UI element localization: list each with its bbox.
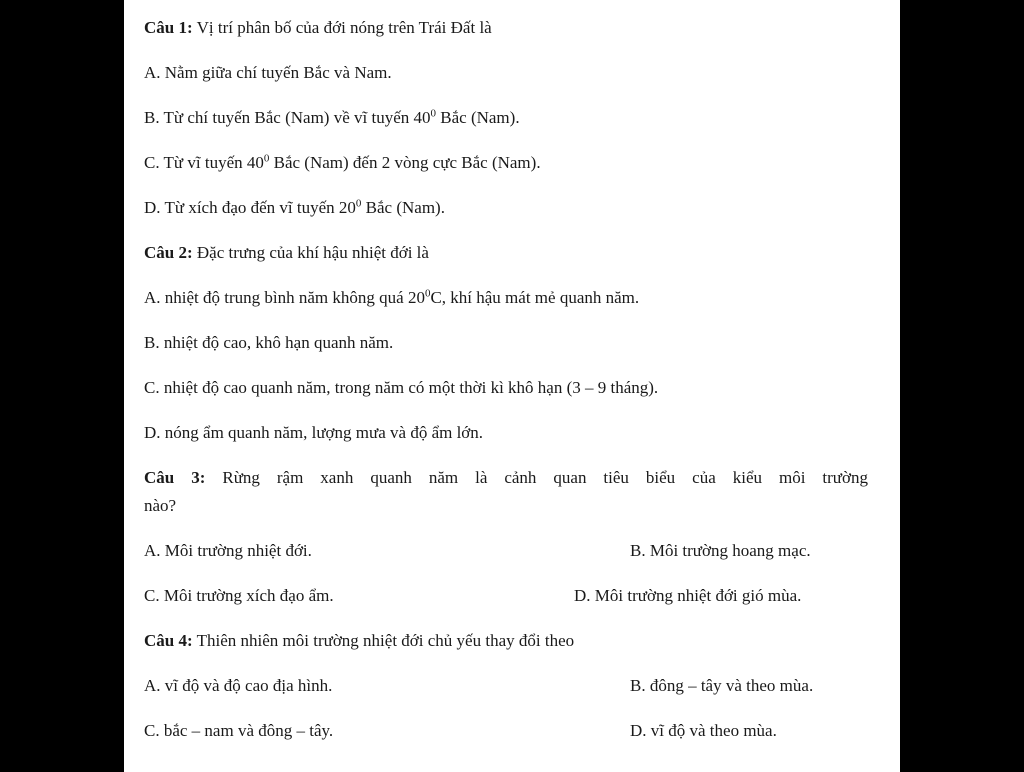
degree-superscript: 0	[424, 287, 431, 300]
question-4	[144, 627, 868, 762]
quiz-content	[144, 14, 868, 762]
question-3-option-a: A. Môi trường nhiệt đới.	[144, 541, 312, 560]
question-1-option-d	[144, 194, 868, 239]
question-4-option-c: C. bắc – nam và đông – tây.	[144, 721, 334, 740]
question-2-label: Câu 2:	[144, 243, 193, 262]
question-4-label: Câu 4:	[144, 631, 193, 650]
question-2-option-a	[144, 284, 868, 329]
option-text: Bắc (Nam).	[361, 198, 445, 217]
question-1-stem	[144, 14, 868, 59]
question-1-option-a: A. Nằm giữa chí tuyến Bắc và Nam.	[144, 63, 392, 82]
option-text: C. Từ vĩ tuyến 40	[144, 153, 264, 172]
question-1-text: Vị trí phân bố của đới nóng trên Trái Đất là	[192, 18, 492, 37]
option-text: A. nhiệt độ trung bình năm không quá 20	[144, 288, 425, 307]
question-3-option-b: B. Môi trường hoang mạc.	[630, 541, 811, 560]
question-2	[144, 239, 868, 464]
question-2-option-c: C. nhiệt độ cao quanh năm, trong năm có một thời kì khô hạn (3 – 9 tháng).	[144, 378, 659, 397]
question-1-label: Câu 1:	[144, 18, 193, 37]
question-3-stem-line-1	[144, 464, 868, 492]
question-4-options-row-2	[144, 717, 868, 762]
question-3-options-row-2	[144, 582, 868, 627]
question-3	[144, 464, 868, 627]
question-3-options-row-1	[144, 537, 868, 582]
option-text: Bắc (Nam) đến 2 vòng cực Bắc (Nam).	[269, 153, 541, 172]
question-4-options-row-1	[144, 672, 868, 717]
question-4-option-a: A. vĩ độ và độ cao địa hình.	[144, 676, 333, 695]
option-text: B. Từ chí tuyến Bắc (Nam) về vĩ tuyến 40	[144, 108, 431, 127]
question-4-option-d: D. vĩ độ và theo mùa.	[630, 721, 777, 740]
question-4-text: Thiên nhiên môi trường nhiệt đới chủ yếu thay đổi theo	[192, 631, 575, 650]
question-3-label: Câu 3:	[144, 468, 206, 487]
question-1-option-b	[144, 104, 868, 149]
question-3-option-d: D. Môi trường nhiệt đới gió mùa.	[574, 586, 802, 605]
degree-superscript: 0	[430, 107, 437, 120]
question-2-option-d: D. nóng ẩm quanh năm, lượng mưa và độ ẩm lớn.	[144, 423, 484, 442]
question-2-stem	[144, 239, 868, 284]
option-text: C, khí hậu mát mẻ quanh năm.	[430, 288, 640, 307]
question-4-option-b: B. đông – tây và theo mùa.	[630, 676, 814, 695]
option-text: D. Từ xích đạo đến vĩ tuyến 20	[144, 198, 356, 217]
question-1	[144, 14, 868, 239]
question-3-text: Rừng rậm xanh quanh năm là cảnh quan tiêu biểu của kiểu môi trường	[205, 468, 868, 487]
degree-superscript: 0	[355, 197, 362, 210]
option-text: Bắc (Nam).	[436, 108, 520, 127]
document-page	[124, 0, 900, 772]
question-4-stem	[144, 627, 868, 672]
question-2-text: Đặc trưng của khí hậu nhiệt đới là	[192, 243, 429, 262]
question-1-option-c	[144, 149, 868, 194]
question-2-option-b: B. nhiệt độ cao, khô hạn quanh năm.	[144, 333, 394, 352]
question-3-stem-line-2: nào?	[144, 496, 177, 515]
degree-superscript: 0	[263, 152, 270, 165]
question-3-option-c: C. Môi trường xích đạo ẩm.	[144, 586, 334, 605]
